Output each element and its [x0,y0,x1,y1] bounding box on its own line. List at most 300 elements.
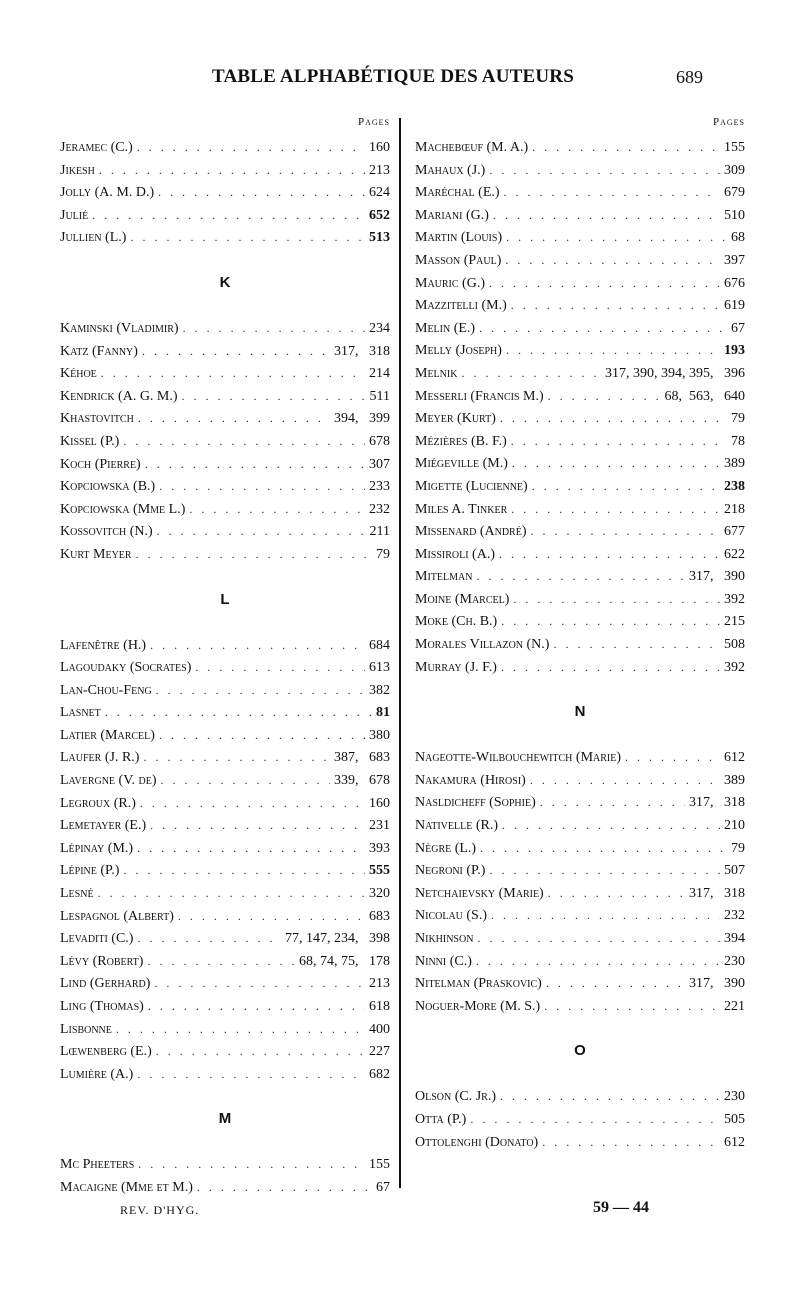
index-entry [415,882,745,905]
dot-leader [99,159,365,182]
page-refs: 307 [369,456,390,472]
index-entry [60,1040,390,1063]
dot-leader [130,226,365,249]
index-entry [415,904,745,927]
author-name: Lépine (P.) [60,863,120,879]
page-refs: 193 [724,343,745,359]
author-name: Negroni (P.) [415,863,486,879]
page-refs: 238 [724,478,745,494]
index-entry [60,837,390,860]
index-entry [415,249,745,272]
author-name: Lan-Chou-Feng [60,682,152,698]
dot-leader [500,407,727,430]
dot-leader [158,181,365,204]
dot-leader [544,995,720,1018]
dot-leader [506,226,727,249]
index-entry [60,950,390,973]
dot-leader [542,1131,720,1154]
index-entry [60,136,390,159]
author-name: Lagoudaky (Socrates) [60,660,192,676]
dot-leader [548,385,661,408]
index-entry [60,859,390,882]
page-refs: 230 [724,1089,745,1105]
author-name: Lépinay (M.) [60,840,134,856]
page-refs: 507 [724,863,745,879]
page-refs: 389 [724,456,745,472]
author-name: Miégeville (M.) [415,456,508,472]
index-entry [415,136,745,159]
author-name: Murray (J. F.) [415,659,497,675]
dot-leader [116,1018,365,1041]
dot-leader [197,1176,372,1199]
page-refs: 227 [369,1044,390,1060]
index-entry [415,746,745,769]
page-title: TABLE ALPHABÉTIQUE DES AUTEURS [212,66,574,87]
right-entry-list [415,136,745,1153]
author-name: Melly (Joseph) [415,343,502,359]
page-refs: 400 [369,1021,390,1037]
author-name: Mariani (G.) [415,207,489,223]
page-refs: 233 [369,479,390,495]
page-refs: 214 [369,366,390,382]
index-entry [60,701,390,724]
author-name: Lespagnol (Albert) [60,908,174,924]
author-name: Kurt Meyer [60,546,132,562]
index-entry [60,792,390,815]
author-name: Lasnet [60,705,101,721]
dot-leader [138,1153,365,1176]
index-entry [60,882,390,905]
author-name: Nitelman (Praskovic) [415,976,542,992]
author-name: Ottolenghi (Donato) [415,1134,539,1150]
page-refs: 505 [724,1111,745,1127]
page-refs: 683 [369,908,390,924]
page-refs: 397 [724,252,745,268]
page-refs: 624 [369,185,390,201]
page-refs: 676 [724,275,745,291]
author-name: Lesné [60,886,94,902]
index-entry [415,520,745,543]
author-name: Mézières (B. F.) [415,433,507,449]
page-refs: 230 [724,953,745,969]
index-entry [60,475,390,498]
pages-header-left: Pages [357,116,390,128]
dot-leader [159,724,365,747]
page-refs: 622 [724,546,745,562]
index-entry [415,385,745,408]
index-entry [415,588,745,611]
page-refs: 677 [724,524,745,540]
page-refs: 652 [369,207,390,223]
page-refs: 682 [369,1066,390,1082]
author-name: Jullien (L.) [60,230,127,246]
index-entry [415,1131,745,1154]
dot-leader [480,837,727,860]
author-name: Meyer (Kurt) [415,411,496,427]
author-name: Melin (E.) [415,320,476,336]
dot-leader [489,272,720,295]
dot-leader [137,1063,365,1086]
author-name: Lafenêtre (H.) [60,637,147,653]
page-refs: 231 [369,818,390,834]
page-refs: 79 [731,840,745,856]
author-name: Lisbonne [60,1021,112,1037]
dot-leader [499,543,720,566]
author-name: Lavergne (V. de) [60,773,157,789]
author-name: Mazzitelli (M.) [415,298,507,314]
author-name: Netchaievsky (Marie) [415,885,544,901]
author-name: Masson (Paul) [415,252,502,268]
column-divider [399,118,401,1188]
page-refs: 508 [724,637,745,653]
page-number: 689 [676,67,703,87]
dot-leader [491,904,720,927]
page-refs: 511 [369,388,390,404]
dot-leader [183,317,365,340]
author-name: Migette (Lucienne) [415,478,528,494]
index-entry [415,339,745,362]
section-letter: O [574,1042,586,1060]
dot-leader [625,746,720,769]
index-entry [415,294,745,317]
dot-leader [493,204,720,227]
page-refs: 392 [724,591,745,607]
dot-leader [123,859,365,882]
dot-leader [506,339,720,362]
dot-leader [504,181,720,204]
index-entry [60,181,390,204]
dot-leader [501,610,720,633]
index-entry [60,520,390,543]
index-entry [415,317,745,340]
dot-leader [501,656,720,679]
dot-leader [511,498,720,521]
index-entry [60,679,390,702]
dot-leader [140,792,365,815]
dot-leader [178,905,365,928]
dot-leader [156,1040,365,1063]
dot-leader [540,791,685,814]
page-refs: 678 [369,433,390,449]
author-name: Missenard (André) [415,524,527,540]
page-refs: 618 [369,999,390,1014]
page-refs: 613 [369,660,390,676]
author-name: Jolly (A. M. D.) [60,185,155,201]
index-entry [415,181,745,204]
page-refs: 394 [724,931,745,946]
page-refs: 81 [376,705,390,721]
page-refs: 380 [369,727,390,743]
page-refs: 317, 318 [689,885,745,901]
author-name: Laufer (J. R.) [60,750,140,766]
index-entry [415,272,745,295]
index-entry [60,204,390,227]
dot-leader [105,701,372,724]
index-entry [415,769,745,792]
author-name: Julié [60,207,89,223]
page-refs: 513 [369,230,390,246]
dot-leader [123,430,365,453]
author-name: Messerli (Francis M.) [415,388,544,404]
index-entry [60,543,390,566]
section-letter: K [219,273,231,291]
page-refs: 619 [724,298,745,314]
index-entry [415,995,745,1018]
footer-signature: 59 — 44 [593,1199,649,1216]
index-entry [60,972,390,995]
page-refs: 612 [724,1134,745,1150]
author-name: Kopciowska (B.) [60,479,156,495]
author-name: Nakamura (Hirosi) [415,772,526,788]
dot-leader [142,340,330,363]
index-entry [415,950,745,973]
author-name: Mauric (G.) [415,275,485,291]
page-refs: 234 [369,320,390,336]
index-entry [60,1176,390,1199]
dot-leader [98,882,365,905]
author-name: Kopciowska (Mme L.) [60,501,186,517]
page-refs: 155 [369,1157,390,1173]
index-entry [60,995,390,1018]
dot-leader [512,452,720,475]
dot-leader [157,520,366,543]
index-entry [60,317,390,340]
page-refs: 78 [731,433,745,449]
author-name: Martin (Louis) [415,230,503,246]
index-entry [415,1108,745,1131]
page-refs: 155 [724,140,745,155]
index-entry [415,972,745,995]
index-entry [60,905,390,928]
index-entry [60,226,390,249]
section-letter: M [218,1110,232,1128]
author-name: Legroux (R.) [60,795,136,811]
index-entry [415,498,745,521]
author-name: Khastovitch [60,411,134,427]
dot-leader [136,543,372,566]
page-refs: 317, 318 [689,795,745,811]
dot-leader [479,317,727,340]
author-name: Mitelman [415,569,473,585]
dot-leader [476,950,720,973]
index-entry [60,340,390,363]
author-name: Kaminski (Vladimir) [60,320,179,336]
page-refs: 79 [731,411,745,427]
page-refs: 218 [724,501,745,517]
author-name: Morales Villazon (N.) [415,637,550,653]
author-name: Nativelle (R.) [415,818,498,834]
dot-leader [101,362,365,385]
author-name: Koch (Pierre) [60,456,141,472]
index-entry [60,1018,390,1041]
index-entry [60,634,390,657]
left-column [60,108,390,1199]
author-name: Kissel (P.) [60,433,120,449]
index-entry [60,407,390,430]
author-name: Jeramec (C.) [60,140,133,155]
page-refs: 68, 563, 640 [664,388,745,404]
dot-leader [505,249,720,272]
dot-leader [138,407,330,430]
author-name: Nègre (L.) [415,840,477,856]
index-entry [60,1063,390,1086]
index-entry [60,769,390,792]
page-refs: 382 [369,682,390,698]
section-letter: L [220,590,230,608]
page-refs: 684 [369,637,390,653]
page-refs: 211 [369,524,390,540]
index-entry [415,656,745,679]
page-refs: 221 [724,998,745,1014]
index-entry [60,362,390,385]
page-refs: 612 [724,750,745,766]
dot-leader [137,136,365,159]
page-refs: 232 [724,908,745,924]
page-refs: 555 [369,863,390,879]
page-refs: 679 [724,185,745,201]
author-name: Nasldicheff (Sophie) [415,795,536,811]
index-entry [415,475,745,498]
author-name: Melnik [415,365,458,381]
dot-leader [156,679,365,702]
index-entry [415,543,745,566]
index-entry [415,1085,745,1108]
dot-leader [476,565,685,588]
index-entry [60,453,390,476]
dot-leader [532,475,720,498]
page-refs: 232 [369,501,390,517]
page-refs: 392 [724,659,745,675]
dot-leader [150,814,365,837]
author-name: Machebœuf (M. A.) [415,140,529,155]
author-name: Olson (C. Jr.) [415,1089,497,1105]
dot-leader [470,1108,720,1131]
page-refs: 317, 390 [689,976,745,992]
page-refs: 210 [724,818,745,834]
author-name: Lumière (A.) [60,1066,134,1082]
page-refs: 389 [724,772,745,788]
dot-leader [461,362,601,385]
pages-header-right: Pages [712,116,745,128]
index-entry [415,814,745,837]
index-entry [415,859,745,882]
index-entry [60,814,390,837]
index-entry [415,362,745,385]
index-entry [60,159,390,182]
author-name: Ling (Thomas) [60,999,144,1014]
page-refs: 309 [724,162,745,178]
page-refs: 213 [369,976,390,992]
author-name: Lévy (Robert) [60,953,144,969]
index-entry [60,430,390,453]
page-refs: 215 [724,614,745,630]
author-name: Otta (P.) [415,1111,467,1127]
dot-leader [148,995,365,1018]
author-name: Nageotte-Wilbouchewitch (Marie) [415,750,622,766]
index-entry [60,1153,390,1176]
author-name: Lemetayer (E.) [60,818,147,834]
dot-leader [511,430,727,453]
dot-leader [477,927,720,950]
page-refs: 79 [376,546,390,562]
author-name: Miles A. Tinker [415,501,508,517]
dot-leader [502,814,720,837]
dot-leader [553,633,720,656]
left-entry-list [60,136,390,1199]
dot-leader [92,204,365,227]
index-entry [415,452,745,475]
author-name: Kéhoe [60,366,97,382]
dot-leader [159,475,365,498]
author-name: Lœwenberg (E.) [60,1044,152,1060]
author-name: Moine (Marcel) [415,591,510,607]
author-name: Kossovitch (N.) [60,524,153,540]
dot-leader [189,498,365,521]
dot-leader [489,159,720,182]
index-entry [415,633,745,656]
footer-journal: REV. D'HYG. [120,1203,200,1217]
dot-leader [511,294,720,317]
page-refs: 320 [369,886,390,902]
index-entry [415,226,745,249]
page-refs: 393 [369,840,390,856]
dot-leader [150,634,365,657]
page-refs: 77, 147, 234, 398 [285,931,390,947]
dot-leader [143,746,330,769]
index-entry [415,204,745,227]
author-name: Missiroli (A.) [415,546,495,562]
author-name: Nikhinson [415,931,474,946]
index-entry [60,656,390,679]
dot-leader [531,520,720,543]
author-name: Lind (Gerhard) [60,976,151,992]
page-refs: 160 [369,795,390,811]
dot-leader [489,859,720,882]
dot-leader [154,972,365,995]
index-entry [415,407,745,430]
author-name: Katz (Fanny) [60,343,138,359]
dot-leader [137,927,281,950]
index-entry [60,385,390,408]
index-entry [415,565,745,588]
index-entry [60,724,390,747]
dot-leader [530,769,720,792]
index-entry [415,430,745,453]
index-entry [60,498,390,521]
page-refs: 339, 678 [334,773,390,789]
dot-leader [513,588,720,611]
page-refs: 394, 399 [334,411,390,427]
index-entry [60,746,390,769]
author-name: Noguer-More (M. S.) [415,998,541,1014]
dot-leader [182,385,366,408]
page-refs: 68, 74, 75, 178 [299,953,390,969]
index-entry [415,837,745,860]
page-refs: 160 [369,140,390,155]
dot-leader [546,972,685,995]
page-refs: 67 [731,320,745,336]
dot-leader [548,882,685,905]
dot-leader [137,837,365,860]
dot-leader [161,769,331,792]
author-name: Macaigne (Mme et M.) [60,1179,193,1195]
dot-leader [195,656,365,679]
index-entry [415,610,745,633]
author-name: Mahaux (J.) [415,162,486,178]
author-name: Kendrick (A. G. M.) [60,388,178,404]
page-refs: 68 [731,230,745,246]
section-letter: N [574,703,586,721]
